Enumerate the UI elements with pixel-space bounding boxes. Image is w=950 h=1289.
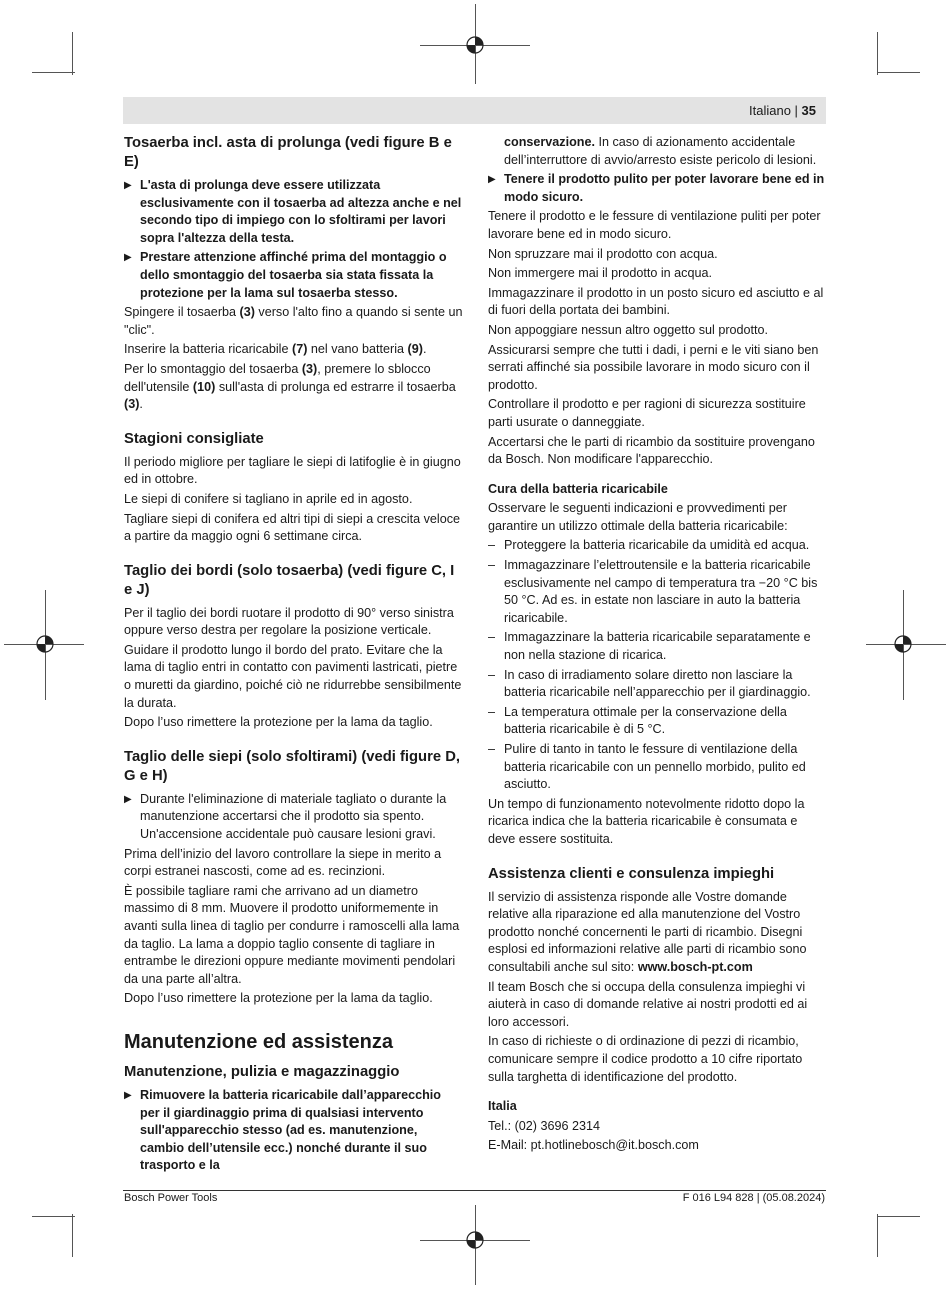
registration-mark-icon <box>464 34 486 56</box>
page-header <box>123 97 826 124</box>
dash-list-item: – La temperatura ottimale per la conservazione della batteria ricaricabile è di 5 °C. <box>488 704 825 739</box>
paragraph: Osservare le seguenti indicazioni e provvedimenti per garantire un utilizzo ottimale della batteria ricaricabile: <box>488 501 788 533</box>
paragraph: Inserire la batteria ricaricabile (7) nel vano batteria (9). <box>124 342 427 357</box>
crop-mark <box>32 72 75 73</box>
section-title-hedge-cutting: Taglio delle siepi (solo sfoltirami) (vedi figure D, G e H) <box>124 748 460 784</box>
warning-bullet: ▶ Prestare attenzione affinché prima del montaggio o dello smontaggio del tosaerba sia stata fissata la protezione per la lama sul tosaerba stesso. <box>124 249 464 302</box>
paragraph: Accertarsi che le parti di ricambio da sostituire provengano da Bosch. Non modificare l'apparecchio. <box>488 434 815 467</box>
paragraph: In caso di richieste o di ordinazione di pezzi di ricambio, comunicare sempre il codice prodotto a 10 cifre riportato sulla targhetta di identificazione del prodotto. <box>488 1034 803 1084</box>
header-language: Italiano <box>749 103 791 118</box>
dash-list-item: – In caso di irradiamento solare diretto non lasciare la batteria ricaricabile nell’apparecchio per il giardinaggio. <box>488 667 825 702</box>
paragraph: Controllare il prodotto e per ragioni di sicurezza sostituire parti usurate o danneggiate. <box>488 397 806 429</box>
paragraph: Il periodo migliore per tagliare le siepi di latifoglie è in giugno ed in ottobre. <box>124 454 461 487</box>
paragraph: Il team Bosch che si occupa della consulenza impieghi vi aiuterà in caso di domande relative ai nostri prodotti ed ai loro accessori. <box>488 979 808 1029</box>
dash-list-item: – Immagazzinare la batteria ricaricabile separatamente e non nella stazione di ricarica. <box>488 629 825 664</box>
footer-divider <box>123 1190 826 1191</box>
phone-number: Tel.: (02) 3696 2314 <box>488 1118 601 1133</box>
warning-bullet: ▶ L'asta di prolunga deve essere utilizzata esclusivamente con il tosaerba ad altezza anche e nel secondo tipo di impiego con lo sfoltirami per lavori sopra l'altezza della testa. <box>124 177 464 247</box>
registration-mark-icon <box>464 1229 486 1251</box>
paragraph: Dopo l’uso rimettere la protezione per la lama da taglio. <box>124 715 433 730</box>
header-separator: | <box>790 103 802 118</box>
section-title-seasons: Stagioni consigliate <box>124 430 264 447</box>
paragraph: Guidare il prodotto lungo il bordo del prato. Evitare che la lama di taglio entri in contatto con pavimenti lastricati, pietre o muretti da giardino, poiché ciò ne ridurrebbe sensibilmente la durata. <box>124 642 462 710</box>
crop-mark <box>877 1214 878 1257</box>
paragraph: Per il taglio dei bordi ruotare il prodotto di 90° verso sinistra oppure verso destra per regolare la posizione verticale. <box>124 605 454 638</box>
section-title-edge-cutting: Taglio dei bordi (solo tosaerba) (vedi figure C, I e J) <box>124 562 455 598</box>
paragraph: È possibile tagliare rami che arrivano ad un diametro massimo di 8 mm. Muovere il prodotto uniformemente in avanti sulla linea di taglio per condurre i ramoscelli alla lama da taglio. La lama a doppio taglio consente di tagliare in entrambe le direzioni oppure mediante movimenti pendolari da una parte all’altra. <box>124 883 460 986</box>
registration-mark-icon <box>34 633 56 655</box>
section-title-maintenance: Manutenzione, pulizia e magazzinaggio <box>124 1063 400 1080</box>
paragraph: Spingere il tosaerba (3) verso l'alto fino a quando si sente un "clic". <box>124 305 463 337</box>
footer-doc-code: F 016 L94 828 | (05.08.2024) <box>682 1192 825 1204</box>
paragraph: Le siepi di conifere si tagliano in aprile ed in agosto. <box>124 491 413 506</box>
paragraph: Tenere il prodotto e le fessure di ventilazione puliti per poter lavorare bene ed in modo sicuro. <box>488 209 821 241</box>
paragraph: Un tempo di funzionamento notevolmente ridotto dopo la ricarica indica che la batteria ricaricabile è consumata e deve essere sostituita. <box>488 796 805 846</box>
paragraph: Per lo smontaggio del tosaerba (3), premere lo sblocco dell'utensile (10) sull'asta di prolunga ed estrarre il tosaerba (3). <box>124 361 456 412</box>
left-column <box>124 134 464 1177</box>
footer-brand: Bosch Power Tools <box>124 1192 218 1204</box>
crop-mark <box>877 32 878 75</box>
right-column <box>488 134 825 1157</box>
paragraph: Non appoggiare nessun altro oggetto sul prodotto. <box>488 322 769 337</box>
subheading-battery-care: Cura della batteria ricaricabile <box>488 481 668 496</box>
dash-list-item: – Pulire di tanto in tanto le fessure di ventilazione della batteria ricaricabile con un pennello morbido, pulito ed asciutto. <box>488 741 825 794</box>
crop-mark <box>877 1216 920 1217</box>
chapter-title-maintenance: Manutenzione ed assistenza <box>124 1030 393 1053</box>
paragraph: Tagliare siepi di conifera ed altri tipi di siepi a crescita veloce a partire da maggio ogni 6 settimane circa. <box>124 511 460 544</box>
crop-mark <box>72 32 73 75</box>
paragraph: Assicurarsi sempre che tutti i dadi, i perni e le viti siano ben serrati affinché sia possibile lavorare in modo sicuro con il prodotto. <box>488 342 819 392</box>
website-link[interactable]: www.bosch-pt.com <box>637 959 753 974</box>
dash-list-item: – Proteggere la batteria ricaricabile da umidità ed acqua. <box>488 537 825 555</box>
section-title-customer-service: Assistenza clienti e consulenza impieghi <box>488 865 775 882</box>
page-number: 35 <box>801 103 816 118</box>
paragraph: Non immergere mai il prodotto in acqua. <box>488 266 712 281</box>
crop-mark <box>877 72 920 73</box>
dash-list-item: – Immagazzinare l’elettroutensile e la batteria ricaricabile esclusivamente nel campo di temperatura tra −20 °C bis 50 °C. Ad es. in estate non lasciare in auto la batteria ricaricabile. <box>488 557 825 627</box>
warning-bullet: ▶ Tenere il prodotto pulito per poter lavorare bene ed in modo sicuro. <box>488 171 825 206</box>
paragraph: Immagazzinare il prodotto in un posto sicuro ed asciutto e al di fuori della portata dei bambini. <box>488 285 824 318</box>
page-header-text <box>749 103 816 118</box>
warning-bullet: ▶ Rimuovere la batteria ricaricabile dall’apparecchio per il giardinaggio prima di qualsiasi intervento sull'apparecchio stesso (ad es. manutenzione, cambio dell’utensile ecc.) nonché durante il suo trasporto e la <box>124 1087 464 1175</box>
warning-bullet: ▶ Durante l'eliminazione di materiale tagliato o durante la manutenzione accertarsi che il prodotto sia spento. Un'accensione accidentale può causare lesioni gravi. <box>124 791 464 844</box>
crop-mark <box>32 1216 75 1217</box>
paragraph: Prima dell’inizio del lavoro controllare la siepe in merito a corpi estranei nascosti, come ad es. recinzioni. <box>124 846 442 879</box>
paragraph: Il servizio di assistenza risponde alle Vostre domande relative alla riparazione ed alla manutenzione del Vostro prodotto nonché concernenti le parti di ricambio. Disegni esplosi ed informazioni relative alle parti di ricambio sono consultabili anche sul sito: www.bosch-pt.com <box>488 889 807 974</box>
paragraph: Dopo l’uso rimettere la protezione per la lama da taglio. <box>124 991 433 1006</box>
crop-mark <box>72 1214 73 1257</box>
country-heading: Italia <box>488 1099 517 1114</box>
email-address[interactable]: E-Mail: pt.hotlinebosch@it.bosch.com <box>488 1138 699 1153</box>
paragraph: conservazione. In caso di azionamento accidentale dell’interruttore di avvio/arresto esiste pericolo di lesioni. <box>504 135 817 167</box>
paragraph: Non spruzzare mai il prodotto con acqua. <box>488 246 718 261</box>
registration-mark-icon <box>892 633 914 655</box>
section-title-mower: Tosaerba incl. asta di prolunga (vedi figure B e E) <box>124 135 452 170</box>
